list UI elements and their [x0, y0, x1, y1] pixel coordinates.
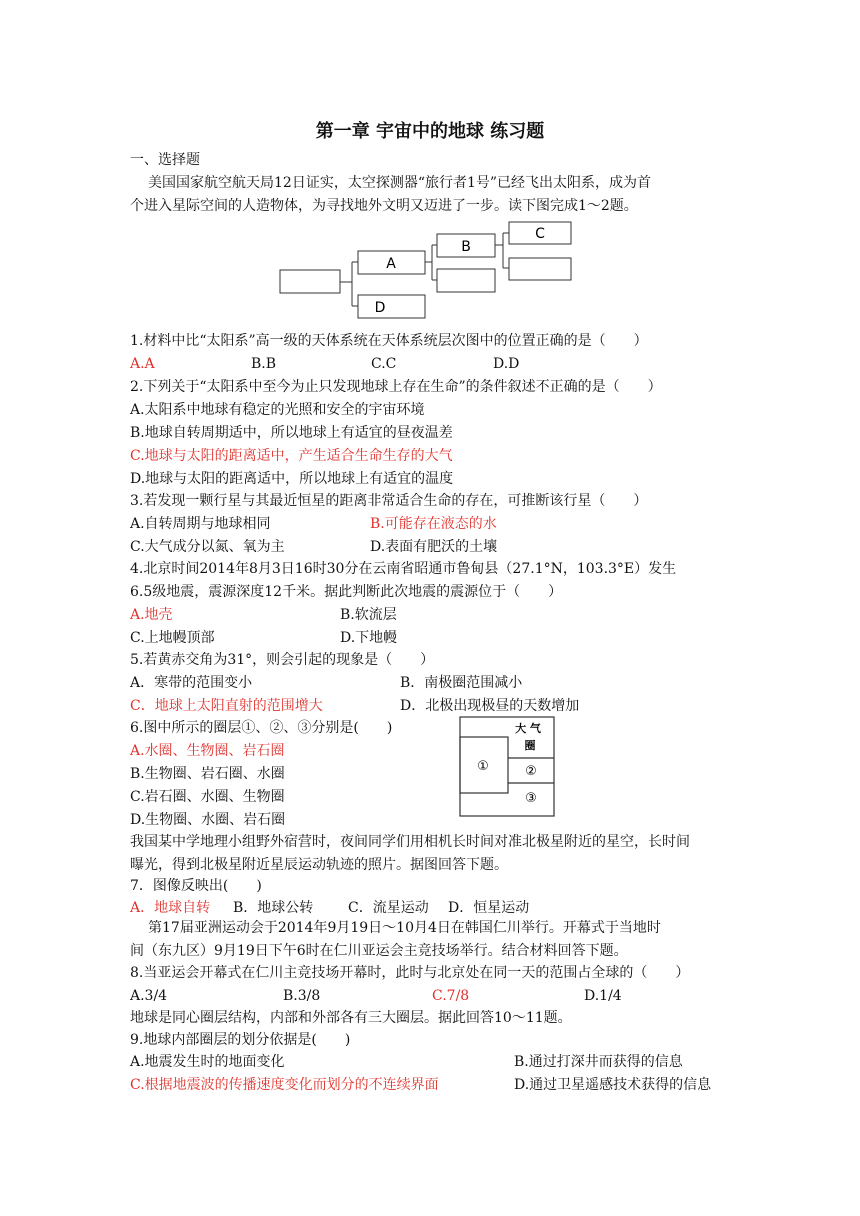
atmosphere-label: 圈 — [524, 739, 536, 752]
question-stem: 6.图中所示的圈层①、②、③分别是( ) — [130, 720, 393, 736]
label-a: A — [386, 256, 396, 272]
label-d: D — [374, 300, 386, 316]
intro-text-line: 个进入星际空间的人造物体，为寻找地外文明又迈进了一步。读下图完成1～2题。 — [130, 198, 638, 214]
answer-option: D．恒星运动 — [448, 900, 530, 916]
circle-three-label: ③ — [525, 791, 537, 806]
question-stem: 1.材料中比“太阳系”高一级的天体系统在天体系统层次图中的位置正确的是（ ） — [130, 333, 648, 349]
answer-option-correct: C.7/8 — [432, 988, 470, 1004]
intro-text-line: 地球是同心圈层结构，内部和外部各有三大圈层。据此回答10～11题。 — [130, 1010, 572, 1026]
answer-option-correct: C.地球与太阳的距离适中，产生适合生命生存的大气 — [130, 448, 453, 464]
question-stem: 9.地球内部圈层的划分依据是( ) — [130, 1032, 351, 1048]
answer-option: B.软流层 — [340, 607, 397, 623]
answer-option: D．北极出现极昼的天数增加 — [400, 698, 580, 714]
atmosphere-label: 大 气 — [515, 722, 541, 735]
answer-option: A.地震发生时的地面变化 — [130, 1054, 285, 1070]
intro-text-line: 第17届亚洲运动会于2014年9月19日～10月4日在韩国仁川举行。开幕式于当地时 — [148, 920, 661, 936]
answer-option: D.下地幔 — [340, 630, 398, 646]
question-stem: 2.下列关于“太阳系中至今为止只发现地球上存在生命”的条件叙述不正确的是（ ） — [130, 379, 662, 395]
intro-text-line: 美国国家航空航天局12日证实，太空探测器“旅行者1号”已经飞出太阳系，成为首 — [148, 175, 652, 191]
answer-option: D.D — [493, 356, 520, 372]
box-d — [358, 295, 425, 318]
answer-option: B.通过打深井而获得的信息 — [514, 1054, 683, 1070]
answer-option-correct: B.可能存在液态的水 — [370, 516, 497, 532]
section-heading: 一、选择题 — [130, 152, 200, 168]
answer-option: D.表面有肥沃的土壤 — [370, 539, 498, 555]
box-empty — [437, 269, 495, 292]
answer-option-correct: C.根据地震波的传播速度变化而划分的不连续界面 — [130, 1077, 439, 1093]
label-c: C — [535, 226, 545, 242]
intro-text-line: 间（东九区）9月19日下午6时在仁川亚运会主竞技场举行。结合材料回答下题。 — [130, 943, 628, 959]
box-empty — [509, 258, 571, 280]
answer-option: D.通过卫星遥感技术获得的信息 — [514, 1077, 712, 1093]
answer-option: B.地球自转周期适中，所以地球上有适宜的昼夜温差 — [130, 425, 453, 441]
answer-option: A.自转周期与地球相同 — [130, 516, 271, 532]
root-box — [280, 270, 340, 293]
question-stem: 6.5级地震，震源深度12千米。据此判断此次地震的震源位于（ ） — [130, 584, 563, 600]
question-stem: 8.当亚运会开幕式在仁川主竞技场开幕时，此时与北京处在同一天的范围占全球的（ ） — [130, 965, 690, 981]
celestial-hierarchy-diagram — [275, 218, 580, 323]
answer-option: A．寒带的范围变小 — [130, 675, 253, 691]
answer-option: B.生物圈、岩石圈、水圈 — [130, 766, 285, 782]
question-stem: 7．图像反映出( ) — [130, 878, 262, 894]
answer-option-correct: A．地球自转 — [130, 900, 211, 916]
answer-option: B．南极圈范围减小 — [400, 675, 523, 691]
question-stem: 4.北京时间2014年8月3日16时30分在云南省昭通市鲁甸县（27.1°N，103.3°E）发生 — [130, 561, 677, 577]
answer-option: C.C — [371, 356, 397, 372]
answer-option-correct: C．地球上太阳直射的范围增大 — [130, 698, 323, 714]
answer-option-correct: A.水圈、生物圈、岩石圈 — [130, 743, 285, 759]
answer-option: C.岩石圈、水圈、生物圈 — [130, 789, 285, 805]
question-stem: 5.若黄赤交角为31°，则会引起的现象是（ ） — [130, 652, 435, 668]
answer-option: C.上地幔顶部 — [130, 630, 215, 646]
answer-option: B．地球公转 — [233, 900, 314, 916]
page-title: 第一章 宇宙中的地球 练习题 — [315, 121, 545, 142]
answer-option: C.大气成分以氮、氧为主 — [130, 539, 285, 555]
answer-option: A.3/4 — [130, 988, 168, 1004]
circle-one-label: ① — [477, 759, 489, 774]
intro-text-line: 曝光，得到北极星附近星辰运动轨迹的照片。据图回答下题。 — [130, 857, 508, 873]
circle-two-label: ② — [525, 764, 537, 779]
question-stem: 3.若发现一颗行星与其最近恒星的距离非常适合生命的存在，可推断该行星（ ） — [130, 493, 648, 509]
answer-option: B.B — [251, 356, 277, 372]
answer-option: D.1/4 — [584, 988, 622, 1004]
answer-option: C．流星运动 — [348, 900, 429, 916]
answer-option: B.3/8 — [283, 988, 321, 1004]
answer-option-correct: A.地壳 — [130, 607, 173, 623]
answer-option: D.地球与太阳的距离适中，所以地球上有适宜的温度 — [130, 471, 454, 487]
label-b: B — [461, 239, 471, 255]
intro-text-line: 我国某中学地理小组野外宿营时，夜间同学们用相机长时间对准北极星附近的星空，长时间 — [130, 834, 690, 850]
answer-option: A.太阳系中地球有稳定的光照和安全的宇宙环境 — [130, 402, 425, 418]
sphere-layers-diagram — [456, 713, 559, 820]
answer-option: D.生物圈、水圈、岩石圈 — [130, 812, 286, 828]
answer-option-correct: A.A — [130, 356, 155, 372]
